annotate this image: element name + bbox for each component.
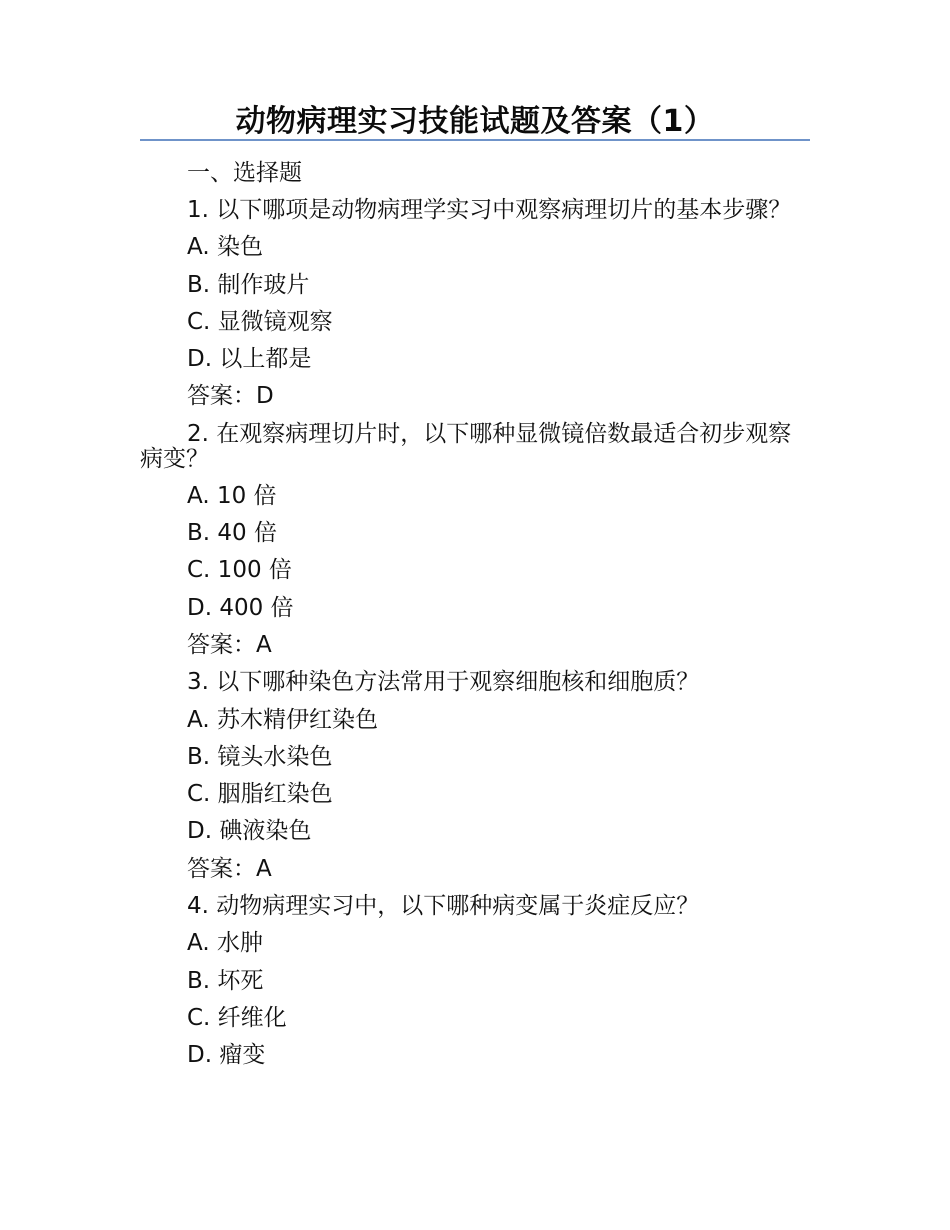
- option-b: B. 坏死: [187, 967, 264, 994]
- option-a: A. 苏木精伊红染色: [187, 706, 378, 733]
- option-d: D. 400 倍: [187, 594, 294, 621]
- question-block-2: [140, 422, 812, 664]
- option-c: C. 纤维化: [187, 1004, 287, 1031]
- question-text: 1. 以下哪项是动物病理学实习中观察病理切片的基本步骤？: [187, 197, 792, 224]
- option-a: A. 10 倍: [187, 482, 277, 509]
- option-a: A. 水肿: [187, 930, 263, 957]
- document-title: 动物病理实习技能试题及答案（1）: [235, 104, 715, 139]
- option-d: D. 碘液染色: [187, 818, 312, 845]
- title-underline: [140, 139, 810, 141]
- option-b: B. 制作玻片: [187, 271, 310, 298]
- option-b: B. 镜头水染色: [187, 743, 333, 770]
- option-d: D. 以上都是: [187, 346, 312, 373]
- option-b: B. 40 倍: [187, 520, 277, 547]
- answer-line: 答案：A: [187, 631, 272, 658]
- question-block-4: [140, 888, 812, 1074]
- answer-line: 答案：D: [187, 383, 274, 410]
- option-c: C. 显微镜观察: [187, 308, 333, 335]
- question-text: 3. 以下哪种染色方法常用于观察细胞核和细胞质？: [187, 669, 700, 696]
- option-c: C. 胭脂红染色: [187, 781, 333, 808]
- document-body: [140, 155, 812, 1075]
- question-text: 4. 动物病理实习中，以下哪种病变属于炎症反应？: [187, 893, 700, 920]
- option-a: A. 染色: [187, 234, 263, 261]
- section-heading: 一、选择题: [187, 160, 302, 186]
- option-c: C. 100 倍: [187, 557, 292, 584]
- question-block-3: [140, 664, 812, 888]
- answer-line: 答案：A: [187, 855, 272, 882]
- question-text: 2. 在观察病理切片时，以下哪种显微镜倍数最适合初步观察病变？: [140, 420, 792, 472]
- question-block-1: [140, 198, 812, 415]
- option-d: D. 瘤变: [187, 1042, 266, 1069]
